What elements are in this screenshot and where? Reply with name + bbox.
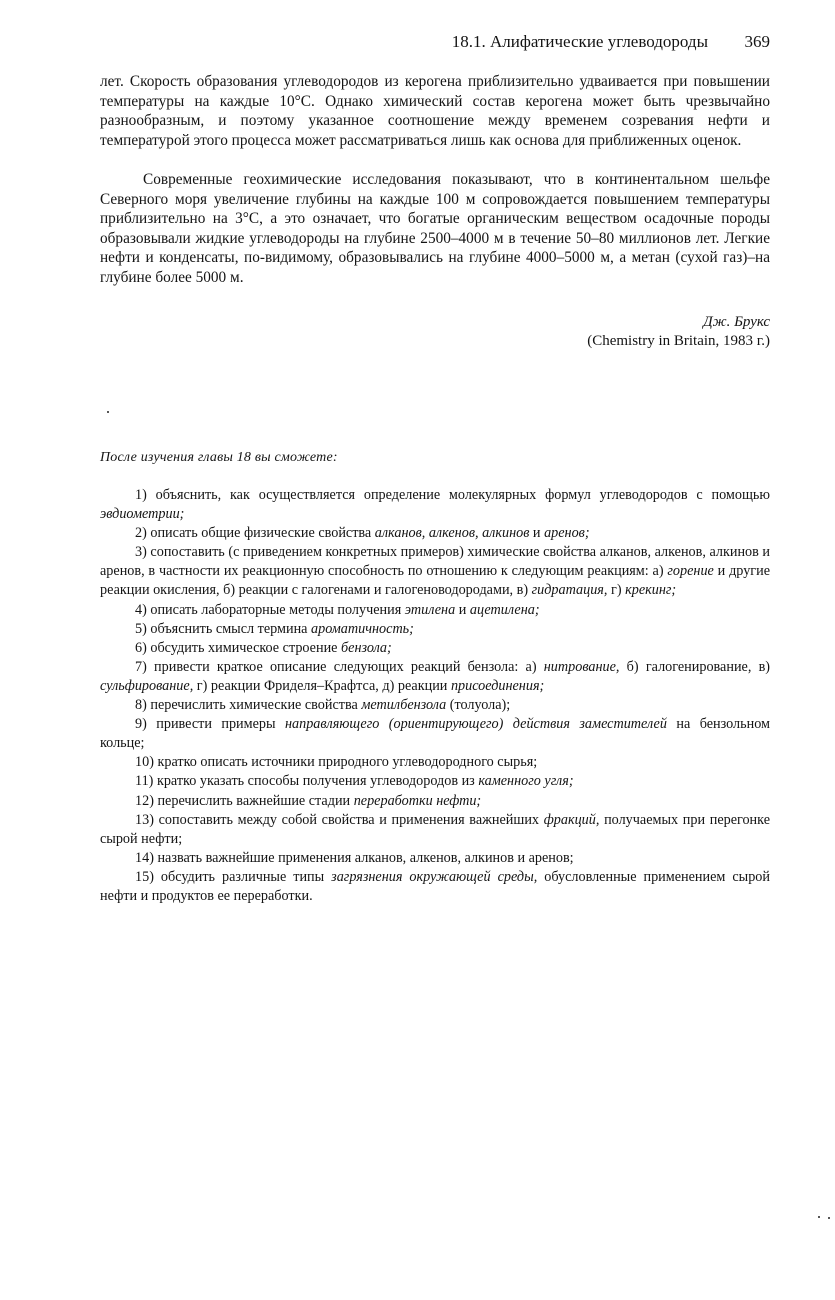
objective-number: 3)	[135, 544, 147, 561]
objective-text: привести краткое описание следующих реакций бензола: а)	[154, 658, 544, 675]
chapter-section-title: 18.1. Алифатические углеводороды	[451, 32, 708, 51]
objective-number: 6)	[135, 639, 147, 656]
objective-text: перечислить химические свойства	[150, 697, 362, 714]
objective-term: крекинг;	[625, 582, 677, 599]
objective-text: (толуола);	[446, 697, 511, 714]
objective-term: горение	[667, 563, 714, 580]
objective-number: 11)	[135, 773, 154, 790]
objective-text: кратко указать способы получения углеводородов из	[156, 773, 479, 790]
objective-number: 13)	[135, 811, 154, 828]
objectives-list	[100, 486, 770, 906]
objective-number: 14)	[135, 849, 154, 866]
objective-number: 15)	[135, 868, 154, 885]
objective-term: аренов;	[544, 525, 590, 542]
objective-number: 4)	[135, 601, 147, 618]
objective-item	[100, 524, 770, 543]
objective-text: и другие реакции окисления, б) реакции с галогенами и галогеноводородами, в)	[100, 563, 770, 599]
objective-text: объяснить, как осуществляется определение молекулярных формул углеводородов с помощью	[155, 487, 770, 503]
objective-term: метилбензола	[361, 697, 447, 714]
objective-term: сульфирование,	[100, 677, 194, 694]
objective-item	[100, 658, 770, 696]
objective-number: 5)	[135, 620, 147, 637]
objective-term: присоединения;	[450, 677, 545, 694]
objective-number: 7)	[135, 658, 147, 675]
objective-number: 2)	[135, 525, 147, 542]
objective-item	[100, 486, 770, 524]
body-paragraph-2: Современные геохимические исследования показывают, что в континентальном шельфе Северного моря увеличение глубины на каждые 100 м сопровождается повышением температуры приблизительно на 3°С, а это означает, что богатые органическим веществом осадочные породы образовывали жидкие углеводороды на глубине 2500–4000 м в течение 50–80 миллионов лет. Легкие нефти и конденсаты, по-видимому, образовывались на глубине 4000–5000 м, а метан (сухой газ)–на глубине более 5000 м.	[100, 171, 770, 286]
objective-text: б) галогенирование, в)	[619, 658, 771, 675]
objective-term: алканов, алкенов, алкинов	[374, 525, 530, 542]
body-paragraph-1: лет. Скорость образования углеводородов из керогена приблизительно удваивается при повышении температуры на каждые 10°С. Однако химический состав керогена может быть чрезвычайно разнообразным, и поэтому указанное соотношение между временем созревания нефти и температурой этого процесса может рассматриваться лишь как основа для приближенных оценок.	[100, 73, 770, 149]
objective-term: гидратация,	[531, 582, 608, 599]
objective-item	[100, 849, 770, 868]
objective-term: бензола;	[341, 639, 392, 656]
objective-item	[100, 715, 770, 753]
objective-item	[100, 868, 770, 906]
objective-item	[100, 601, 770, 620]
objective-text: назвать важнейшие применения алканов, алкенов, алкинов и аренов;	[157, 849, 574, 866]
objective-number: 9)	[135, 716, 147, 733]
objective-item	[100, 620, 770, 639]
running-header	[100, 32, 770, 54]
objective-text: перечислить важнейшие стадии	[157, 792, 354, 809]
objective-term: загрязнения окружающей среды,	[331, 868, 538, 885]
objective-number: 10)	[135, 754, 154, 771]
objective-item	[100, 639, 770, 658]
objective-text: и	[455, 601, 470, 618]
objective-text: и	[529, 525, 545, 542]
objective-number: 1)	[135, 487, 147, 503]
page-number: 369	[744, 32, 770, 51]
objective-item	[100, 543, 770, 600]
objective-text: г)	[607, 582, 626, 599]
objective-number: 8)	[135, 697, 147, 714]
print-speck	[818, 1216, 820, 1218]
objective-text: обусловленные применением сырой нефти и продуктов ее переработки.	[100, 868, 770, 904]
objective-item	[100, 753, 770, 772]
objective-item	[100, 696, 770, 715]
objective-term: эвдиометрии;	[100, 506, 185, 523]
objective-term: ацетилена;	[469, 601, 540, 618]
print-speck	[107, 411, 109, 413]
objective-text: обсудить различные типы	[160, 868, 332, 885]
objectives-heading: После изучения главы 18 вы сможете:	[100, 450, 338, 465]
objective-text: сопоставить между собой свойства и применения важнейших	[158, 811, 544, 828]
objective-term: нитрование,	[543, 658, 620, 675]
objective-term: фракций,	[543, 811, 600, 828]
objective-text: обсудить химическое строение	[150, 639, 342, 656]
objective-item	[100, 792, 770, 811]
objective-text: получаемых при перегонке сырой нефти;	[100, 811, 770, 847]
objective-item	[100, 772, 770, 791]
objective-term: переработки нефти;	[353, 792, 482, 809]
objective-text: привести примеры	[156, 716, 285, 733]
objective-text: сопоставить (с приведением конкретных примеров) химические свойства алканов, алкенов, алкинов и аренов, в частности их реакционную способность по отношению к следующим реакциям: а)	[100, 544, 771, 580]
objective-text: описать общие физические свойства	[150, 525, 375, 542]
objective-item	[100, 811, 770, 849]
quote-source: (Chemistry in Britain, 1983 г.)	[587, 333, 770, 349]
print-speck	[828, 1217, 830, 1219]
objective-text: на бензольном кольце;	[100, 716, 770, 752]
objective-text: кратко описать источники природного углеводородного сырья;	[157, 754, 538, 771]
objective-term: каменного угля;	[478, 773, 574, 790]
objective-term: направляющего (ориентирующего) действия заместителей	[284, 716, 667, 733]
objective-text: описать лабораторные методы получения	[150, 601, 405, 618]
objective-text: г) реакции Фриделя–Крафтса, д) реакции	[193, 677, 451, 694]
quote-author: Дж. Брукс	[703, 314, 770, 330]
objective-term: этилена	[404, 601, 456, 618]
objective-text: объяснить смысл термина	[150, 620, 312, 637]
objective-number: 12)	[135, 792, 154, 809]
objective-term: ароматичность;	[311, 620, 414, 637]
